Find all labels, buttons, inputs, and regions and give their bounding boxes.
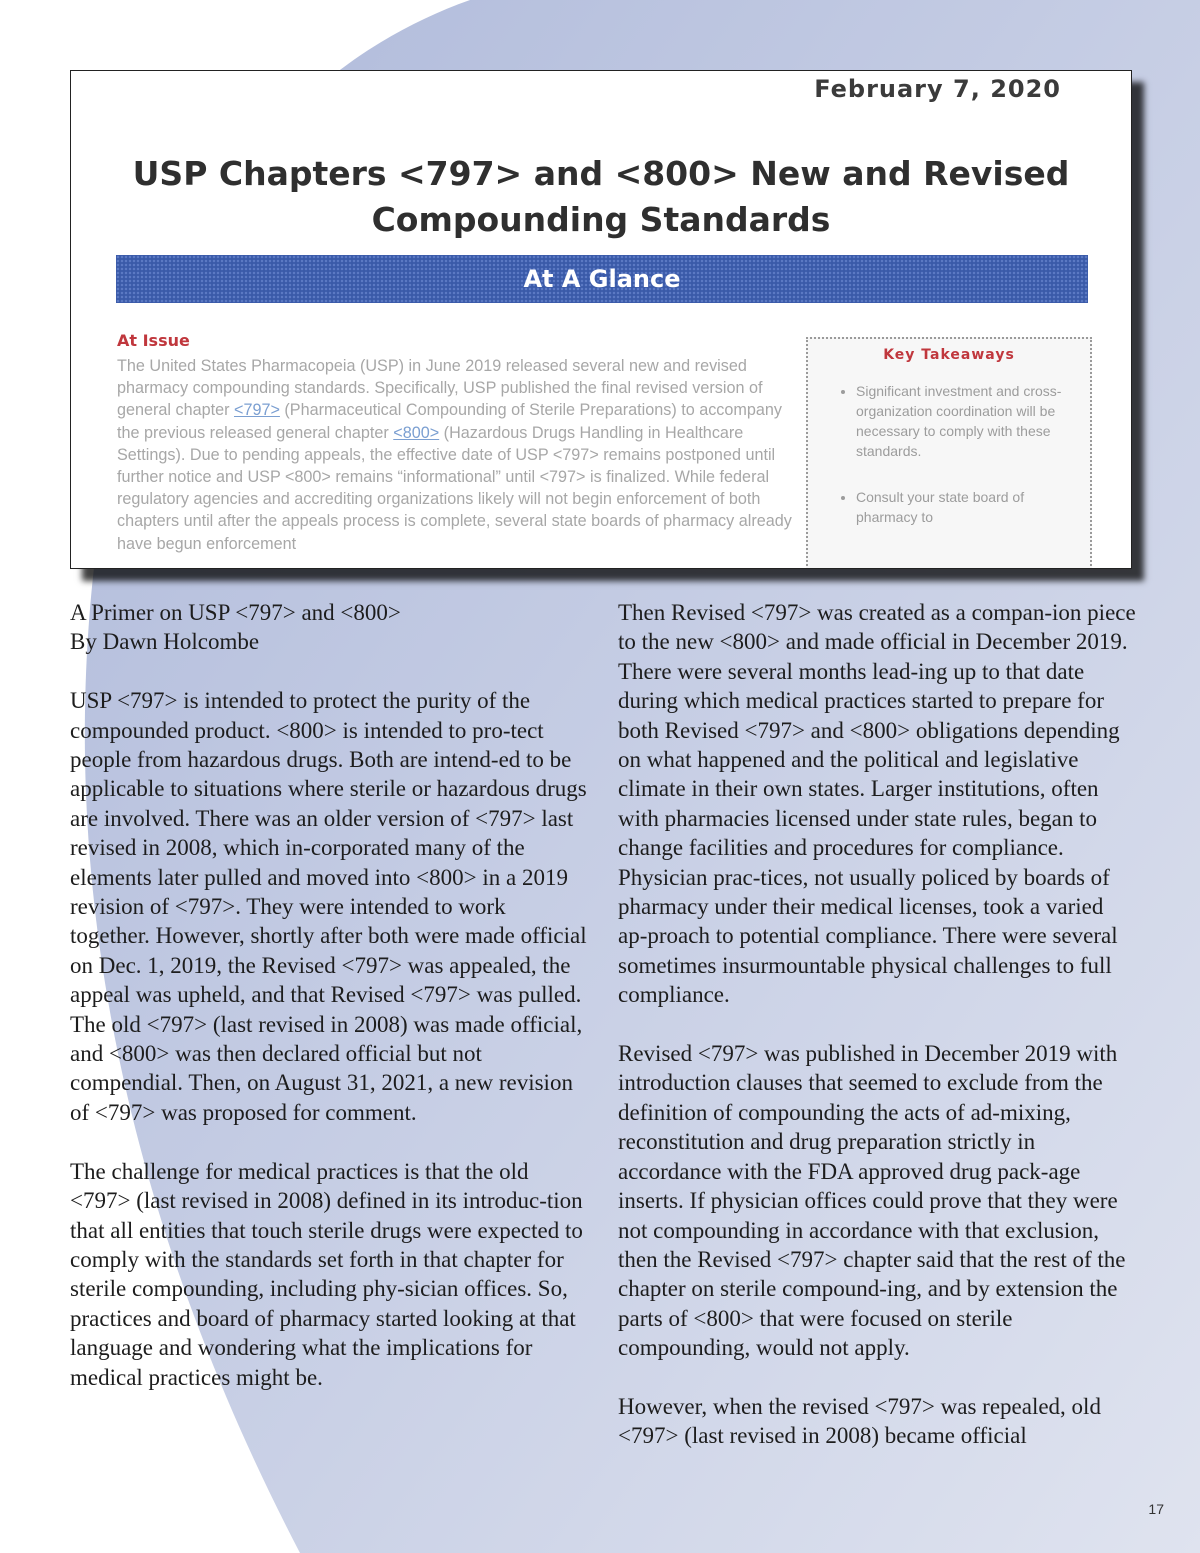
at-issue-text [117,355,797,555]
at-issue-text-3: (Hazardous Drugs Handling in Healthcare Settings). Due to pending appeals, the effective date of USP <797> remains postponed until further notice and USP <800> remains “informational” until <797> is finalized. While federal regulatory agencies and accrediting organizations likely will not begin enforcement of both chapters until after the appeals process is complete, several state boards of pharmacy already have begun enforcement [117,423,792,553]
page-number: 17 [1148,1501,1164,1517]
link-797[interactable]: <797> [234,401,280,420]
inset-title: USP Chapters <797> and <800> New and Revised Compounding Standards [132,154,1070,239]
paragraph: USP <797> is intended to protect the purity of the compounded product. <800> is intended to pro-tect people from hazardous drugs. Both are intend-ed to be applicable to situations where sterile or hazardous drugs are involved. There was an older version of <797> last revised in 2008, which in-corporated many of the elements later pulled and moved into <800> in a 2019 revision of <797>. They were intended to work together. However, shortly after both were made official on Dec. 1, 2019, the Revised <797> was appealed, the appeal was upheld, and that Revised <797> was pulled. The old <797> (last revised in 2008) was made official, and <800> was then declared official but not compendial. Then, on August 31, 2021, a new revision of <797> was proposed for comment. [70,688,587,1125]
paragraph: Revised <797> was published in December 2019 with introduction clauses that seemed to exclude from the definition of compounding the acts of ad-mixing, reconstitution and drug preparation strictly in accordance with the FDA approved drug pack-age inserts. If physician offices could prove that they were not compounding in accordance with that exclusion, then the Revised <797> chapter said that the rest of the chapter on sterile compound-ing, and by extension the parts of <800> that were focused on sterile compounding, would not apply. [618,1041,1126,1361]
at-issue-text-2: (Pharmaceutical Compounding of Sterile Preparations) to accompany the previous released general chapter [117,401,782,442]
inset-banner: At A Glance [116,255,1088,303]
paragraph: However, when the revised <797> was repealed, old <797> (last revised in 2008) became official [618,1393,1101,1449]
link-800[interactable]: <800> [393,423,440,442]
article-title: A Primer on USP <797> and <800> [70,600,401,625]
key-takeaways-heading: Key Takeaways [883,347,1015,363]
paragraph: Then Revised <797> was created as a compan-ion piece to the new <800> and made official in December 2019. There were several months lead-ing up to that date during which medical practices started to prepare for both Revised <797> and <800> obligations depending on what happened and the political and legislative climate in their own states. Larger institutions, often with pharmacies licensed under state rules, began to change facilities and procedures for compliance. Physician prac-tices, not usually policed by boards of pharmacy under their medical licenses, took a varied ap-proach to potential compliance. There were several sometimes insurmountable physical challenges to full compliance. [618,600,1136,1008]
article-screenshot [70,70,1132,569]
at-issue-text-1: The United States Pharmacopeia (USP) in June 2019 released several new and revised pharmacy compounding standards. Specifically, USP published the final revised version of general chapter [117,357,763,420]
key-takeaways-list [808,381,1090,527]
key-takeaways-box [806,337,1092,569]
right-column [618,598,1138,1480]
list-item: • Consult your state board of pharmacy to [856,487,1080,527]
byline: By Dawn Holcombe [70,629,260,655]
inset-date: February 7, 2020 [814,75,1061,103]
list-item: • Significant investment and cross-organization coordination will be necessary to comply with these standards. [856,381,1080,461]
paragraph: The challenge for medical practices is that the old <797> (last revised in 2008) defined in its introduc-tion that all entities that touch sterile drugs were expected to comply with the standards set forth in that chapter for sterile compounding, including phy-sician offices. So, practices and board of pharmacy started looking at that language and wondering what the implications for medical practices might be. [70,1158,583,1390]
left-column [70,598,590,1421]
at-issue-heading: At Issue [117,331,190,350]
